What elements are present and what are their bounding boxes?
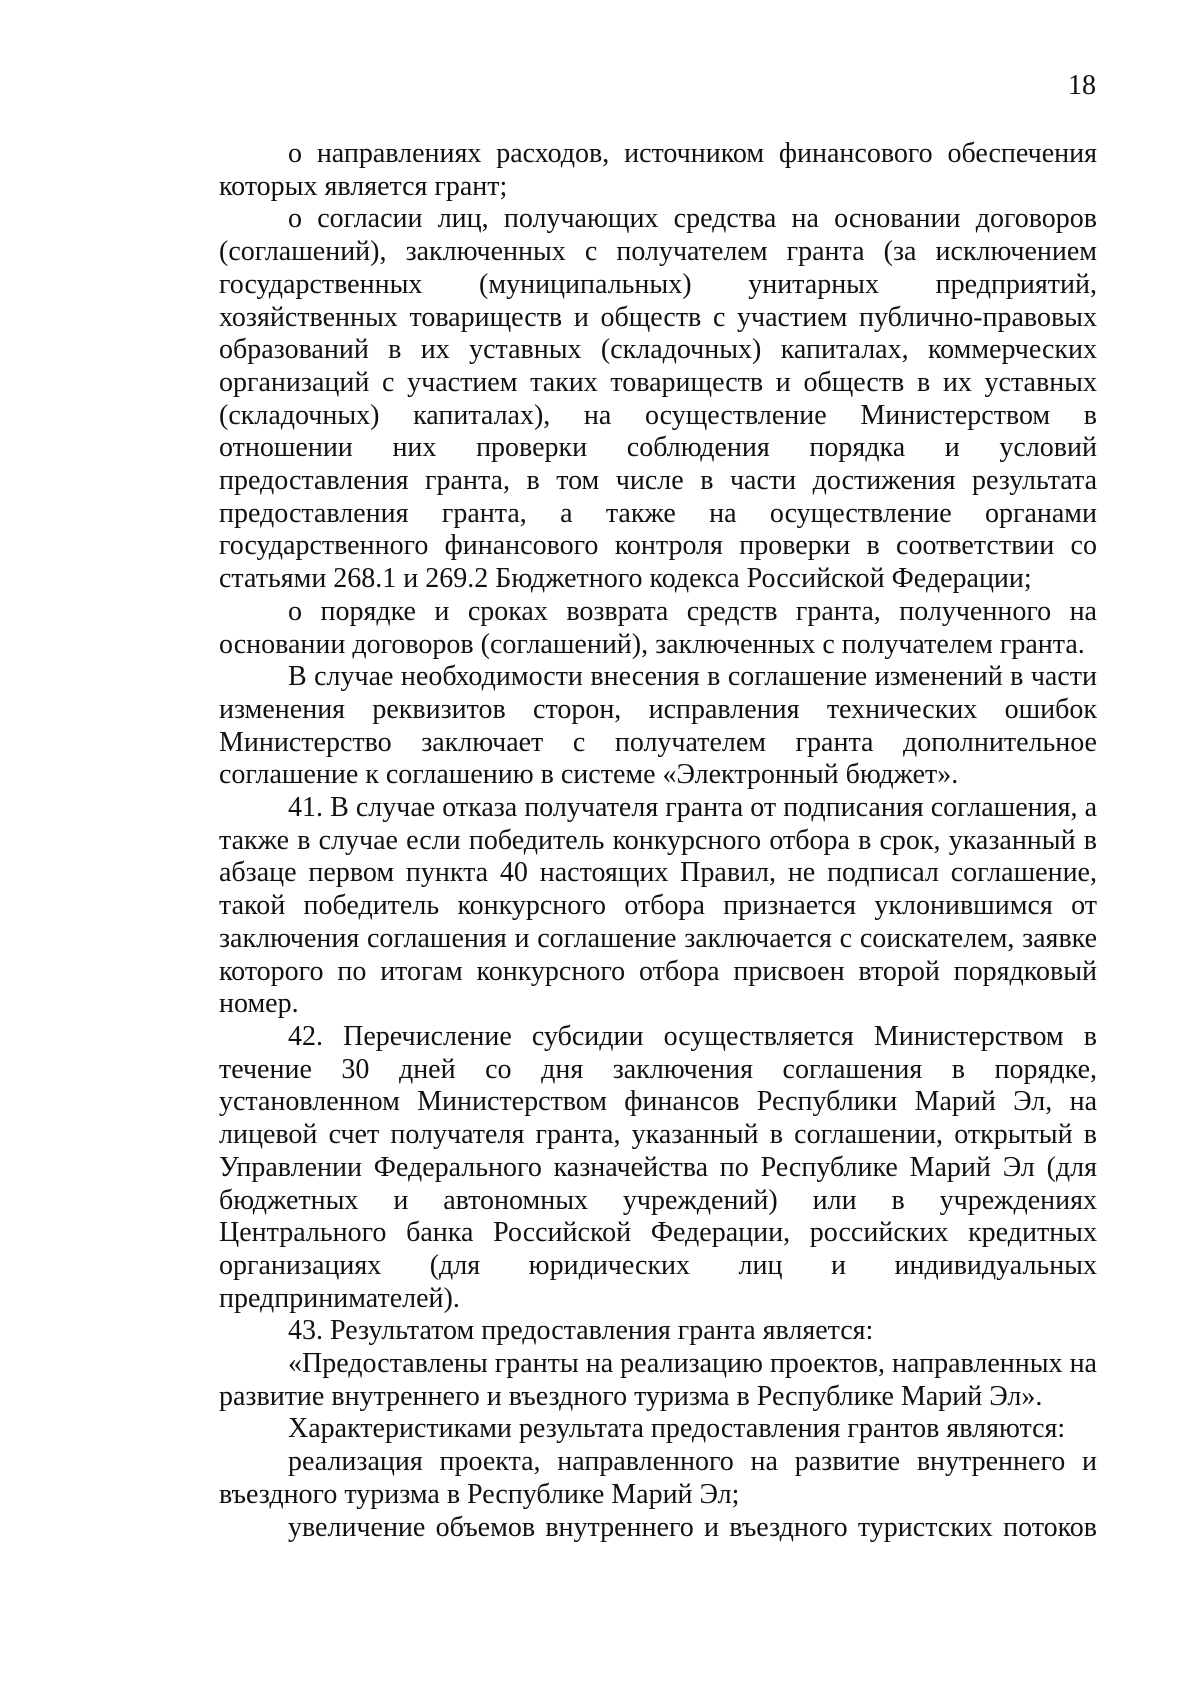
paragraph-clause-41: 41. В случае отказа получателя гранта от подписания соглашения, а также в случае если победитель конкурсного отбора в срок, указанный в абзаце первом пункта 40 настоящих Правил, не подписал соглашение, такой победитель конкурсного отбора признается уклонившимся от заключения соглашения и соглашение заключается с соискателем, заявке которого по итогам конкурсного отбора присвоен второй порядковый номер. xyxy=(219,792,1097,1020)
paragraph-clause-42: 42. Перечисление субсидии осуществляется Министерством в течение 30 дней со дня заключения соглашения в порядке, установленном Министерством финансов Республики Марий Эл, на лицевой счет получателя гранта, указанный в соглашении, открытый в Управлении Федерального казначейства по Республике Марий Эл (для бюджетных и автономных учреждений) или в учреждениях Центрального банка Российской Федерации, российских кредитных организациях (для юридических лиц и индивидуальных предпринимателей). xyxy=(219,1020,1097,1314)
paragraph-clause-43: 43. Результатом предоставления гранта является: xyxy=(288,1315,874,1347)
paragraph-result-characteristics: Характеристиками результата предоставления грантов являются: xyxy=(288,1413,1066,1445)
paragraph-refund-procedure: о порядке и сроках возврата средств гранта, полученного на основании договоров (соглашений), заключенных с получателем гранта. xyxy=(219,595,1097,660)
paragraph-result-quote: «Предоставлены гранты на реализацию проектов, направленных на развитие внутреннего и въездного туризма в Республике Марий Эл». xyxy=(219,1348,1097,1412)
page-number: 18 xyxy=(1068,70,1096,101)
paragraph-agreement-changes: В случае необходимости внесения в соглашение изменений в части изменения реквизитов сторон, исправления технических ошибок Министерство заключает с получателем гранта дополнительное соглашение к соглашению в системе «Электронный бюджет». xyxy=(219,661,1097,791)
paragraph-expense-directions: о направлениях расходов, источником финансового обеспечения которых является грант; xyxy=(219,138,1097,202)
paragraph-project-implementation: реализация проекта, направленного на развитие внутреннего и въездного туризма в Республике Марий Эл; xyxy=(219,1446,1097,1510)
paragraph-consent-of-persons: о согласии лиц, получающих средства на основании договоров (соглашений), заключенных с получателем гранта (за исключением государственных (муниципальных) унитарных предприятий, хозяйственных товариществ и обществ с участием публично-правовых образований в их уставных (складочных) капиталах, коммерческих организаций с участием таких товариществ и обществ в их уставных (складочных) капиталах), на осуществление Министерством в отношении них проверки соблюдения порядка и условий предоставления гранта, в том числе в части достижения результата предоставления гранта, а также на осуществление органами государственного финансового контроля проверки в соответствии со статьями 268.1 и 269.2 Бюджетного кодекса Российской Федерации; xyxy=(219,203,1097,595)
paragraph-tourist-flows: увеличение объемов внутреннего и въездного туристских потоков xyxy=(288,1511,1097,1543)
document-body xyxy=(219,138,1097,1544)
